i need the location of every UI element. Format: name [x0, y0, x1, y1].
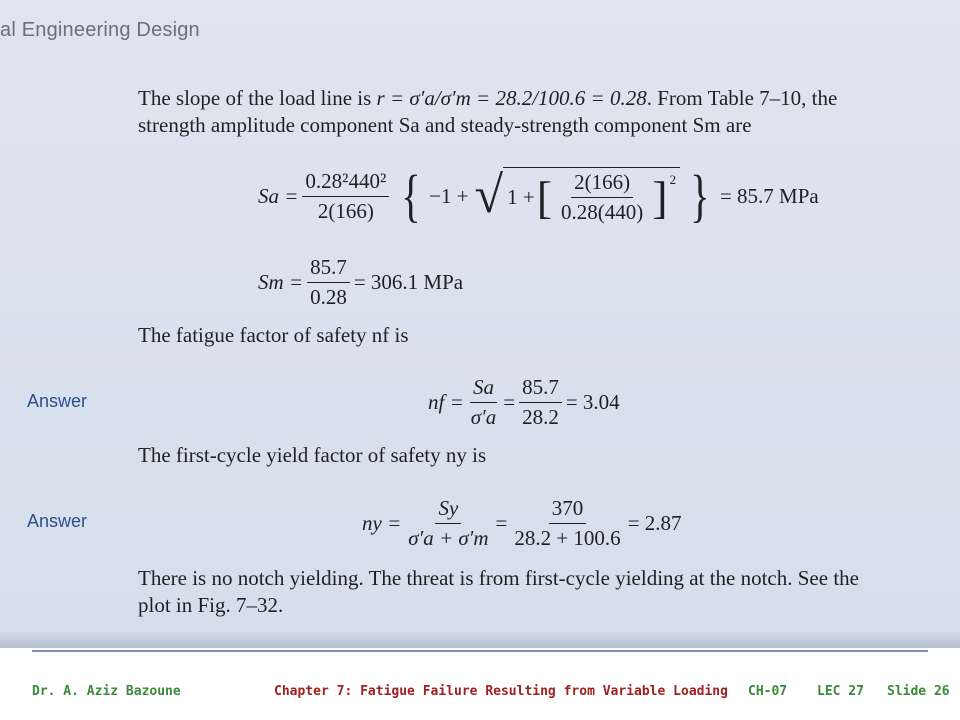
- book-running-header: al Engineering Design: [0, 19, 200, 41]
- denominator: 0.28: [310, 284, 347, 309]
- fraction: [405, 496, 491, 551]
- denominator: σ′a + σ′m: [408, 525, 489, 550]
- paragraph-fatigue-factor: The fatigue factor of safety nf is: [138, 323, 409, 347]
- eq-result: = 2.87: [627, 510, 682, 535]
- sqrt-sign: √: [474, 167, 504, 224]
- eq-lhs: Sa =: [258, 183, 299, 208]
- footer-author: Dr. A. Aziz Bazoune: [32, 684, 181, 699]
- paragraph-strength-components: strength amplitude component Sa and steady-strength component Sm are: [138, 113, 752, 137]
- denominator: 28.2: [522, 404, 559, 429]
- right-bracket: ]: [652, 172, 668, 223]
- paragraph-notch-yielding-cont: plot in Fig. 7–32.: [138, 593, 284, 617]
- answer-label: Answer: [27, 511, 88, 531]
- denominator: 0.28(440): [561, 200, 644, 224]
- left-bracket: [: [536, 172, 553, 223]
- footer-chapter-title: Chapter 7: Fatigue Failure Resulting from Variable Loading: [274, 684, 728, 699]
- eq-lhs: nf =: [428, 389, 464, 414]
- eq-result: = 85.7 MPa: [719, 183, 819, 208]
- denominator: σ′a: [470, 404, 497, 429]
- denominator: 28.2 + 100.6: [514, 525, 621, 550]
- equation-nf: [428, 374, 620, 430]
- numerator: Sy: [435, 496, 461, 524]
- numerator: 2(166): [571, 170, 633, 198]
- one-plus: 1 +: [507, 185, 535, 209]
- footer-lecture-number: LEC 27: [817, 684, 864, 699]
- footer-chapter-number: CH-07: [748, 684, 788, 699]
- sqrt-body: [503, 167, 680, 225]
- fraction: [519, 375, 562, 430]
- footer-divider: [32, 650, 928, 652]
- equation-sm: [258, 254, 463, 310]
- eq-lhs: ny =: [362, 510, 402, 535]
- exponent: 2: [669, 171, 677, 187]
- numerator: 85.7: [519, 375, 562, 403]
- paragraph-notch-yielding: There is no notch yielding. The threat is from first-cycle yielding at the notch. See the: [138, 566, 859, 590]
- footer-slide-number: Slide 26: [887, 684, 950, 699]
- inner-fraction: [558, 170, 646, 225]
- paragraph-load-line: [138, 86, 837, 111]
- math-inline: r = σ′a/σ′m = 28.2/100.6 = 0.28: [376, 86, 647, 110]
- text: . From Table 7–10, the: [646, 86, 838, 110]
- fraction: [302, 169, 389, 224]
- right-brace: }: [690, 163, 710, 228]
- fraction: [307, 255, 350, 310]
- numerator: 0.28²440²: [302, 169, 389, 197]
- numerator: 370: [549, 496, 587, 524]
- minus-one: −1 +: [429, 183, 469, 208]
- left-brace: {: [401, 163, 421, 228]
- numerator: Sa: [470, 375, 497, 403]
- equation-sa: [258, 158, 819, 234]
- numerator: 85.7: [307, 255, 350, 283]
- equals: =: [503, 389, 516, 414]
- eq-lhs: Sm =: [258, 269, 304, 294]
- fraction: [468, 375, 499, 430]
- text: The slope of the load line is: [138, 86, 377, 110]
- equals: =: [495, 510, 508, 535]
- eq-result: = 306.1 MPa: [353, 269, 464, 294]
- eq-result: = 3.04: [565, 389, 620, 414]
- denominator: 2(166): [317, 198, 374, 223]
- paragraph-yield-factor: The first-cycle yield factor of safety ny is: [138, 443, 487, 467]
- equation-ny: [362, 494, 682, 552]
- fraction: [511, 496, 623, 551]
- scan-shadow: [0, 630, 960, 648]
- answer-label: Answer: [27, 391, 88, 411]
